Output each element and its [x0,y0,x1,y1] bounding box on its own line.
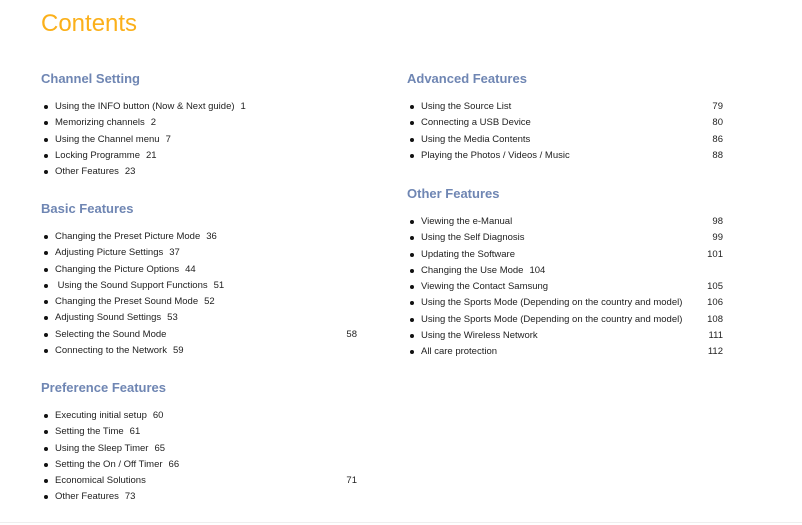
toc-entry[interactable] [41,327,357,343]
toc-entry[interactable] [407,279,723,295]
bullet-icon [44,300,48,304]
toc-entry[interactable] [407,295,723,311]
bullet-icon [44,138,48,142]
toc-page-number[interactable]: 37 [169,247,180,259]
toc-entry-title[interactable]: Memorizing channels [55,117,145,129]
section-heading: Basic Features [41,201,134,216]
toc-entry[interactable] [41,473,357,489]
section-heading: Other Features [407,186,500,201]
toc-entry[interactable] [407,132,723,148]
bullet-icon [44,463,48,467]
toc-page-number[interactable]: 86 [712,133,723,145]
bullet-icon [410,318,414,322]
toc-page-number[interactable]: 59 [172,344,184,356]
bullet-icon [410,334,414,338]
toc-entry-title[interactable]: Other Features [55,166,119,177]
section-preference-features [41,380,357,506]
toc-page-number[interactable]: 21 [146,149,157,161]
bullet-icon [44,479,48,483]
toc-entry-title[interactable]: Viewing the Contact Samsung [421,281,549,292]
toc-entry[interactable] [41,424,357,440]
toc-page-number[interactable]: 51 [213,279,225,291]
toc-page-number[interactable]: 1 [240,101,246,112]
bullet-icon [410,285,414,289]
toc-entry-title[interactable]: Changing the Preset Picture Mode [55,231,201,242]
toc-page-number[interactable]: 106 [707,297,723,309]
toc-entry[interactable] [41,245,357,261]
toc-entry-title[interactable]: Using the Sports Mode (Depending on the country and model) [421,313,683,325]
toc-page-number[interactable]: 65 [154,442,166,454]
toc-entry[interactable] [407,263,723,279]
toc-page-number[interactable]: 52 [204,296,215,307]
bullet-icon [44,121,48,125]
toc-page-number[interactable]: 44 [185,263,196,275]
toc-page-number[interactable]: 80 [712,117,723,129]
toc-entry-title[interactable]: Connecting to the Network [55,344,167,356]
toc-entry[interactable] [41,115,357,131]
toc-entry-title[interactable]: Executing initial setup [55,410,147,421]
page-title: Contents [41,10,138,37]
toc-page-number[interactable]: 79 [712,101,723,112]
toc-entry[interactable] [407,344,723,360]
toc-page-number[interactable]: 111 [708,329,723,341]
toc-entry-title[interactable]: Playing the Photos / Videos / Music [421,149,570,161]
toc-page-number[interactable]: 58 [346,328,357,340]
section-channel-setting [41,71,357,180]
toc-page-number[interactable]: 36 [206,231,217,242]
bullet-icon [44,430,48,434]
toc-entry-title[interactable]: Selecting the Sound Mode [55,328,167,340]
bullet-icon [44,495,48,499]
toc-entry[interactable] [407,328,723,344]
bullet-icon [410,350,414,354]
toc-list [407,214,723,360]
toc-entry-title[interactable]: Setting the Time [55,426,124,438]
section-heading: Preference Features [41,380,167,395]
toc-entry-title[interactable]: Setting the On / Off Timer [55,458,163,470]
toc-entry-title[interactable]: Using the Channel menu [55,133,160,145]
toc-entry-title[interactable]: Using the Source List [421,101,512,112]
bullet-icon [44,251,48,255]
toc-page-number[interactable]: 112 [707,346,723,357]
toc-entry-title[interactable]: Using the Self Diagnosis [421,232,525,244]
toc-entry-title[interactable]: Using the Sleep Timer [55,442,149,454]
toc-list [41,229,357,359]
toc-entry[interactable] [407,115,723,131]
toc-entry[interactable] [41,457,357,473]
bullet-icon [44,284,48,288]
toc-entry-title[interactable]: Using the INFO button (Now & Next guide) [55,101,235,112]
bullet-icon [410,138,414,142]
toc-entry[interactable] [41,489,357,505]
bullet-icon [410,154,414,158]
section-advanced-features [407,71,723,164]
toc-entry-title[interactable]: Using the Sound Support Functions [55,279,208,291]
toc-entry[interactable] [41,99,357,115]
bullet-icon [410,121,414,125]
bullet-icon [44,447,48,451]
section-other-features [407,186,723,360]
bullet-icon [410,220,414,224]
toc-entry-title[interactable]: Other Features [55,491,119,503]
toc-page-number[interactable]: 2 [150,117,157,129]
toc-entry-title[interactable]: Updating the Software [421,248,516,260]
toc-entry[interactable] [407,230,723,246]
toc-page-number[interactable]: 104 [529,264,546,276]
toc-entry[interactable] [41,441,357,457]
toc-entry-title[interactable]: Using the Media Contents [421,133,531,145]
toc-list [41,408,357,506]
bullet-icon [44,268,48,272]
toc-entry[interactable] [41,229,357,245]
bullet-icon [44,170,48,174]
section-heading: Advanced Features [407,71,527,86]
toc-entry[interactable] [407,148,723,164]
toc-entry-title[interactable]: Adjusting Picture Settings [55,247,164,259]
section-heading: Channel Setting [41,71,140,86]
toc-entry-title[interactable]: All care protection [421,346,498,357]
toc-entry[interactable] [407,99,723,115]
toc-entry-title[interactable]: Connecting a USB Device [421,117,531,129]
toc-entry-title[interactable]: Economical Solutions [55,475,146,486]
section-basic-features [41,201,357,359]
toc-page-number[interactable]: 66 [168,458,180,470]
toc-entry-title[interactable]: Changing the Use Mode [421,264,524,276]
toc-page-number[interactable]: 98 [712,216,723,227]
bullet-icon [44,316,48,320]
toc-page-number[interactable]: 101 [707,248,723,260]
toc-entry[interactable] [41,294,357,310]
toc-entry-title[interactable]: Changing the Picture Options [55,263,180,275]
toc-entry-title[interactable]: Changing the Preset Sound Mode [55,296,199,307]
toc-page-number[interactable]: 108 [707,313,723,325]
bullet-icon [44,235,48,239]
toc-page-number[interactable]: 7 [165,133,171,145]
toc-entry[interactable] [407,247,723,263]
toc-entry[interactable] [41,278,357,294]
toc-entry[interactable] [41,164,357,180]
bullet-icon [410,236,414,240]
toc-entry-title[interactable]: Locking Programme [55,149,141,161]
toc-entry[interactable] [41,408,357,424]
toc-entry[interactable] [41,132,357,148]
bullet-icon [44,154,48,158]
bullet-icon [410,301,414,305]
toc-page-number[interactable]: 71 [346,475,357,486]
toc-entry[interactable] [41,343,357,359]
bullet-icon [410,269,414,273]
toc-page-number[interactable]: 99 [712,232,723,244]
bullet-icon [44,349,48,353]
toc-page-number[interactable]: 23 [124,166,136,177]
toc-entry-title[interactable]: Viewing the e-Manual [421,216,513,227]
divider [0,522,802,523]
toc-entry[interactable] [407,214,723,230]
toc-page-number[interactable]: 53 [167,312,178,324]
bullet-icon [44,105,48,109]
toc-entry-title[interactable]: Using the Wireless Network [421,329,538,341]
toc-page-number[interactable]: 60 [152,410,164,421]
toc-entry-title[interactable]: Using the Sports Mode (Depending on the country and model) [421,297,683,309]
toc-page-number[interactable]: 88 [712,149,723,161]
toc-entry[interactable] [41,148,357,164]
toc-list [41,99,357,180]
toc-list [407,99,723,164]
toc-entry[interactable] [407,312,723,328]
toc-entry[interactable] [41,310,357,326]
bullet-icon [410,105,414,109]
bullet-icon [410,253,414,257]
toc-page-number[interactable]: 73 [124,491,136,503]
toc-page-number[interactable]: 105 [707,281,723,292]
toc-entry-title[interactable]: Adjusting Sound Settings [55,312,162,324]
bullet-icon [44,414,48,418]
bullet-icon [44,333,48,337]
toc-entry[interactable] [41,262,357,278]
toc-page-number[interactable]: 61 [129,426,141,438]
